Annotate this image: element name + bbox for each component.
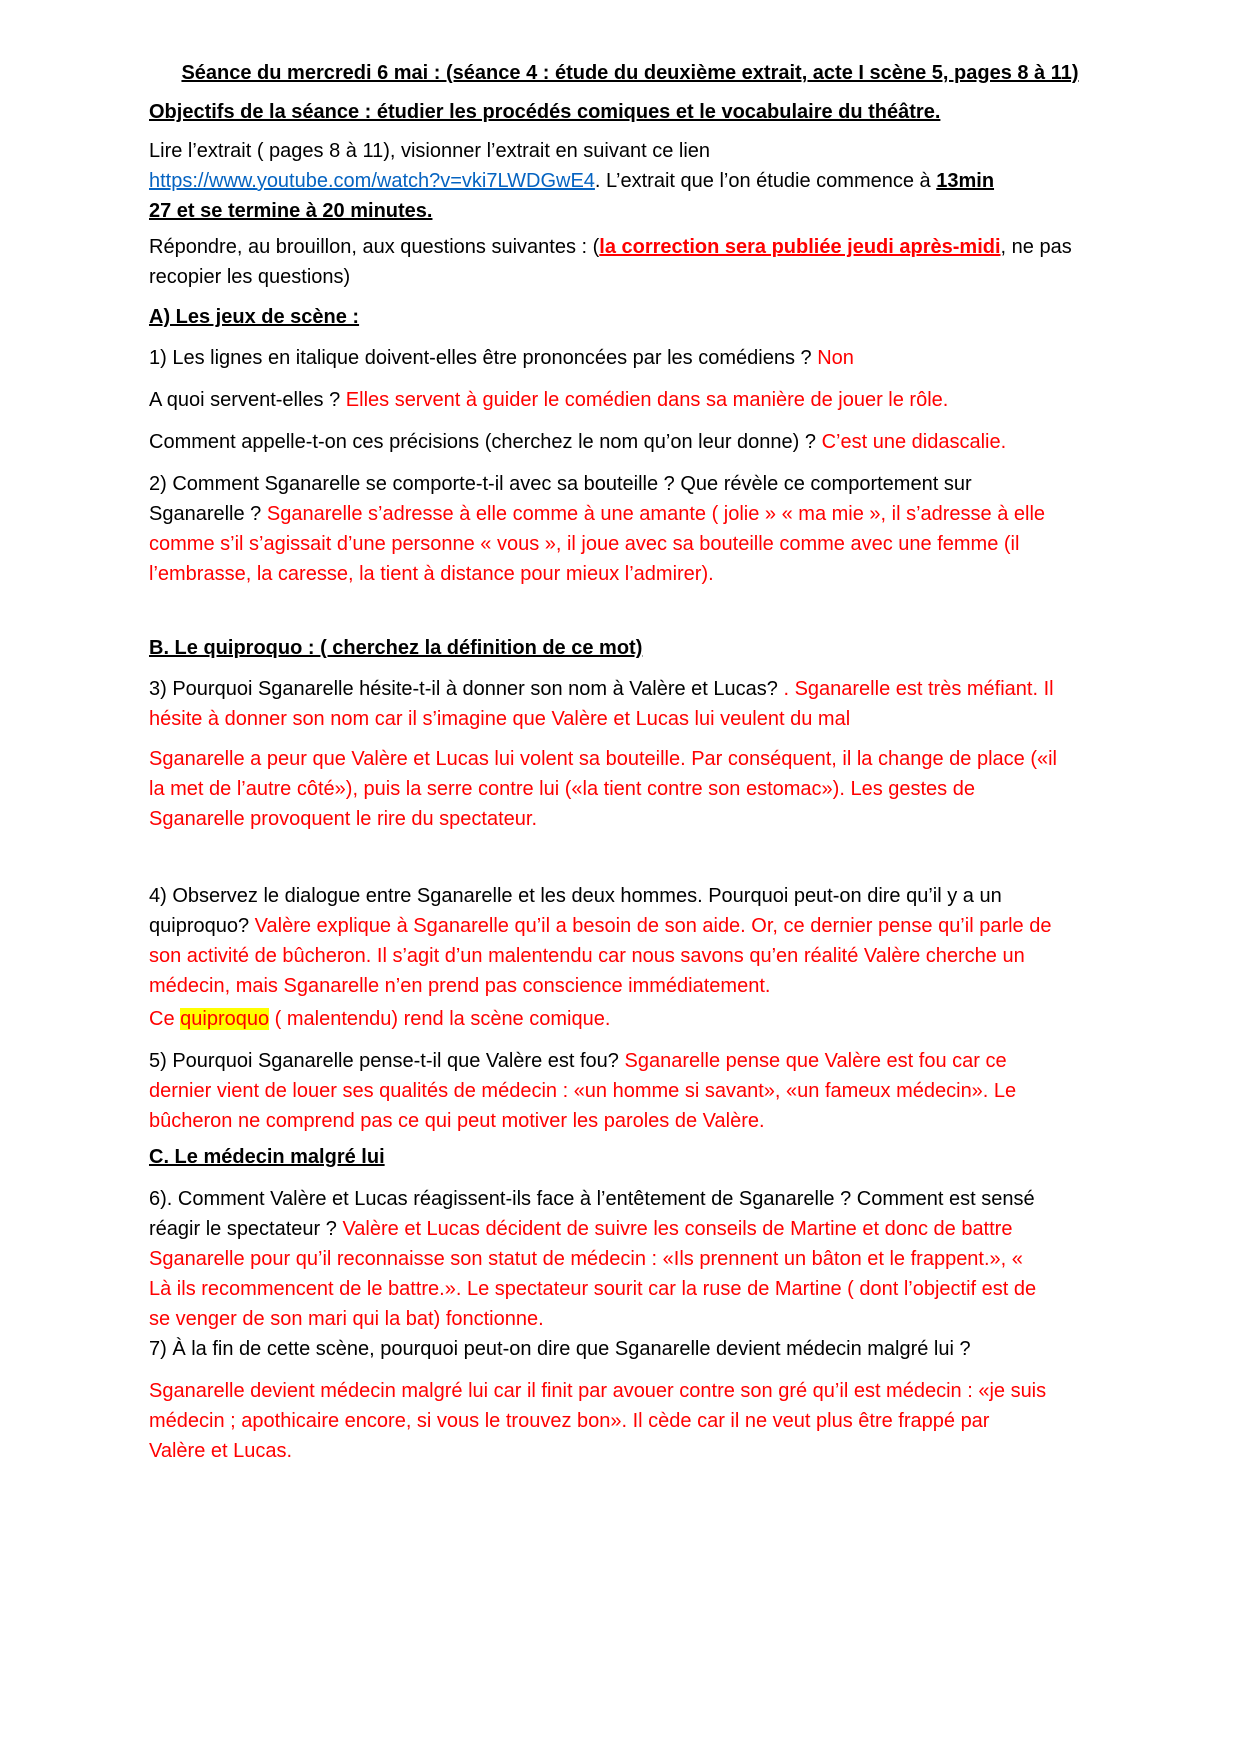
question-4: 4) Observez le dialogue entre Sganarelle et les deux hommes. Pourquoi peut-on dire qu’il y a un quiproquo? Valère explique à Sganarelle qu’il a besoin de son aide. Or, ce dernier pense qu’il parle de son activité de bûcheron. Il s’agit d’un malentendu car nous savons qu’en réalité Valère cherche un médecin, mais Sganarelle n’en prend pas conscience immédiatement. [149, 885, 1052, 997]
page-title: Séance du mercredi 6 mai : (séance 4 : étude du deuxième extrait, acte I scène 5, pages 8 à 11) [181, 62, 1079, 84]
answer-4-continued: Ce quiproquo ( malentendu) rend la scène comique. [149, 1008, 611, 1030]
question-6: 6). Comment Valère et Lucas réagissent-ils face à l’entêtement de Sganarelle ? Comment est sensé réagir le spectateur ? Valère et Lucas décident de suivre les conseils de Martine et donc de battre Sganarelle pour qu’il reconnaisse son statut de médecin : «Ils prennent un bâton et le frappent.», « Là ils recommencent de le battre.». Le spectateur sourit car la ruse de Martine ( dont l’objectif est de se venger de son mari qui la bat) fonctionne. [149, 1188, 1037, 1330]
answer-6: Valère et Lucas décident de suivre les conseils de Martine et donc de battre [342, 1218, 1013, 1240]
question-5: 5) Pourquoi Sganarelle pense-t-il que Valère est fou? Sganarelle pense que Valère est fou car ce dernier vient de louer ses qualités de médecin : «un homme si savant», «un fameux médecin». Le bûcheron ne comprend pas ce qui peut motiver les paroles de Valère. [149, 1050, 1017, 1132]
answer-3-continued: Sganarelle a peur que Valère et Lucas lui volent sa bouteille. Par conséquent, il la change de place («il la met de l’autre côté»), puis la serre contre lui («la tient contre son estomac»). Les gestes de Sganarelle provoquent le rire du spectateur. [149, 748, 1057, 830]
section-b-heading: B. Le quiproquo : ( cherchez la définition de ce mot) [149, 637, 643, 659]
objectives-heading: Objectifs de la séance : étudier les procédés comiques et le vocabulaire du théâtre. [149, 101, 941, 123]
answer-1c: C’est une didascalie. [821, 431, 1007, 453]
question-7: 7) À la fin de cette scène, pourquoi peut-on dire que Sganarelle devient médecin malgré lui ? [149, 1338, 971, 1360]
answer-2: Sganarelle s’adresse à elle comme à une amante ( jolie » « ma mie », il s’adresse à elle [266, 503, 1046, 525]
question-1: 1) Les lignes en italique doivent-elles être prononcées par les comédiens ? Non [149, 347, 854, 369]
section-c-heading: C. Le médecin malgré lui [149, 1146, 385, 1168]
question-3: 3) Pourquoi Sganarelle hésite-t-il à donner son nom à Valère et Lucas? . Sganarelle est très méfiant. Il hésite à donner son nom car il s’imagine que Valère et Lucas lui veulent du mal [149, 678, 1054, 730]
question-2: 2) Comment Sganarelle se comporte-t-il avec sa bouteille ? Que révèle ce comportement sur Sganarelle ? Sganarelle s’adresse à elle comme à une amante ( jolie » « ma mie », il s’adresse à elle comme s’il s’agissait d’une personne « vous », il joue avec sa bouteille comme avec une femme (il l’embrasse, la caresse, la tient à distance pour mieux l’admirer). [149, 473, 1046, 585]
instructions-paragraph: Répondre, au brouillon, aux questions suivantes : (la correction sera publiée jeudi après-midi, ne pas recopier les questions) [149, 236, 1072, 288]
question-1b: A quoi servent-elles ? Elles servent à guider le comédien dans sa manière de jouer le rôle. [149, 389, 949, 411]
answer-1: Non [817, 347, 854, 369]
answer-4: Valère explique à Sganarelle qu’il a besoin de son aide. Or, ce dernier pense qu’il parle de [254, 915, 1052, 937]
youtube-link[interactable]: https://www.youtube.com/watch?v=vki7LWDGwE4 [149, 170, 595, 192]
correction-notice: la correction sera publiée jeudi après-midi [599, 236, 1001, 258]
answer-1b: Elles servent à guider le comédien dans sa manière de jouer le rôle. [345, 389, 949, 411]
highlighted-word: quiproquo [180, 1008, 270, 1030]
section-a-heading: A) Les jeux de scène : [149, 306, 360, 328]
question-1c: Comment appelle-t-on ces précisions (cherchez le nom qu’on leur donne) ? C’est une didascalie. [149, 431, 1007, 453]
answer-5: Sganarelle pense que Valère est fou car ce [624, 1050, 1007, 1072]
intro-paragraph: Lire l’extrait ( pages 8 à 11), visionner l’extrait en suivant ce lien https://www.youtube.com/watch?v=vki7LWDGwE4. L’extrait que l’on étudie commence à 13min 27 et se termine à 20 minutes. [149, 140, 995, 222]
answer-3: . Sganarelle est très méfiant. Il [783, 678, 1054, 700]
answer-7: Sganarelle devient médecin malgré lui car il finit par avouer contre son gré qu’il est médecin : «je suis médecin ; apothicaire encore, si vous le trouvez bon». Il cède car il ne veut plus être frappé par Valère et Lucas. [149, 1380, 1047, 1462]
